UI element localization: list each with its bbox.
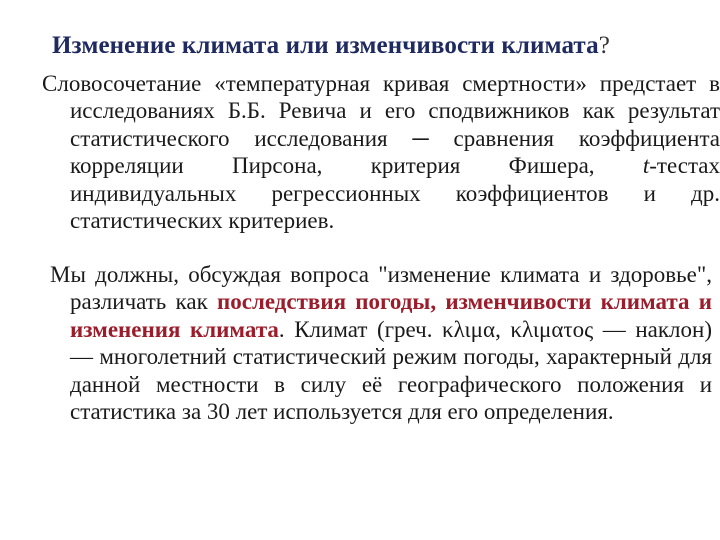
slide-title-main: Изменение климата или изменчивости климата	[52, 32, 599, 59]
slide-title-question-mark: ?	[598, 32, 610, 59]
paragraph-1-text-end: -тестах индивидуальных регрессионных коэффициентов и др. статистических критериев.	[70, 153, 720, 234]
paragraph-mortality-curve	[42, 70, 720, 234]
paragraph-climate-definition	[50, 261, 712, 425]
paragraph-1-t-letter: t	[642, 153, 650, 179]
paragraph-1-text-start: Словосочетание «температурная кривая смертности» предстает в исследованиях Б.Б. Ревича и его сподвижников как результат статистического исследования ─ сравнения коэффициента корреляции Пирсона, критерия Фишера,	[42, 71, 720, 179]
slide-title	[52, 32, 692, 60]
paragraph-2-text-end: . Климат (греч. κλιμα, κλιματος — наклон) — многолетний статистический режим погоды, характерный для данной местности в силу её географического положения и статистика за 30 лет используется для его определения.	[70, 316, 712, 425]
paragraph-2-text-start: Мы должны, обсуждая вопроса "изменение климата и здоровье", различать как	[50, 262, 712, 315]
paragraph-2-highlight: последствия погоды, изменчивости климата и изменения климата	[70, 289, 712, 342]
